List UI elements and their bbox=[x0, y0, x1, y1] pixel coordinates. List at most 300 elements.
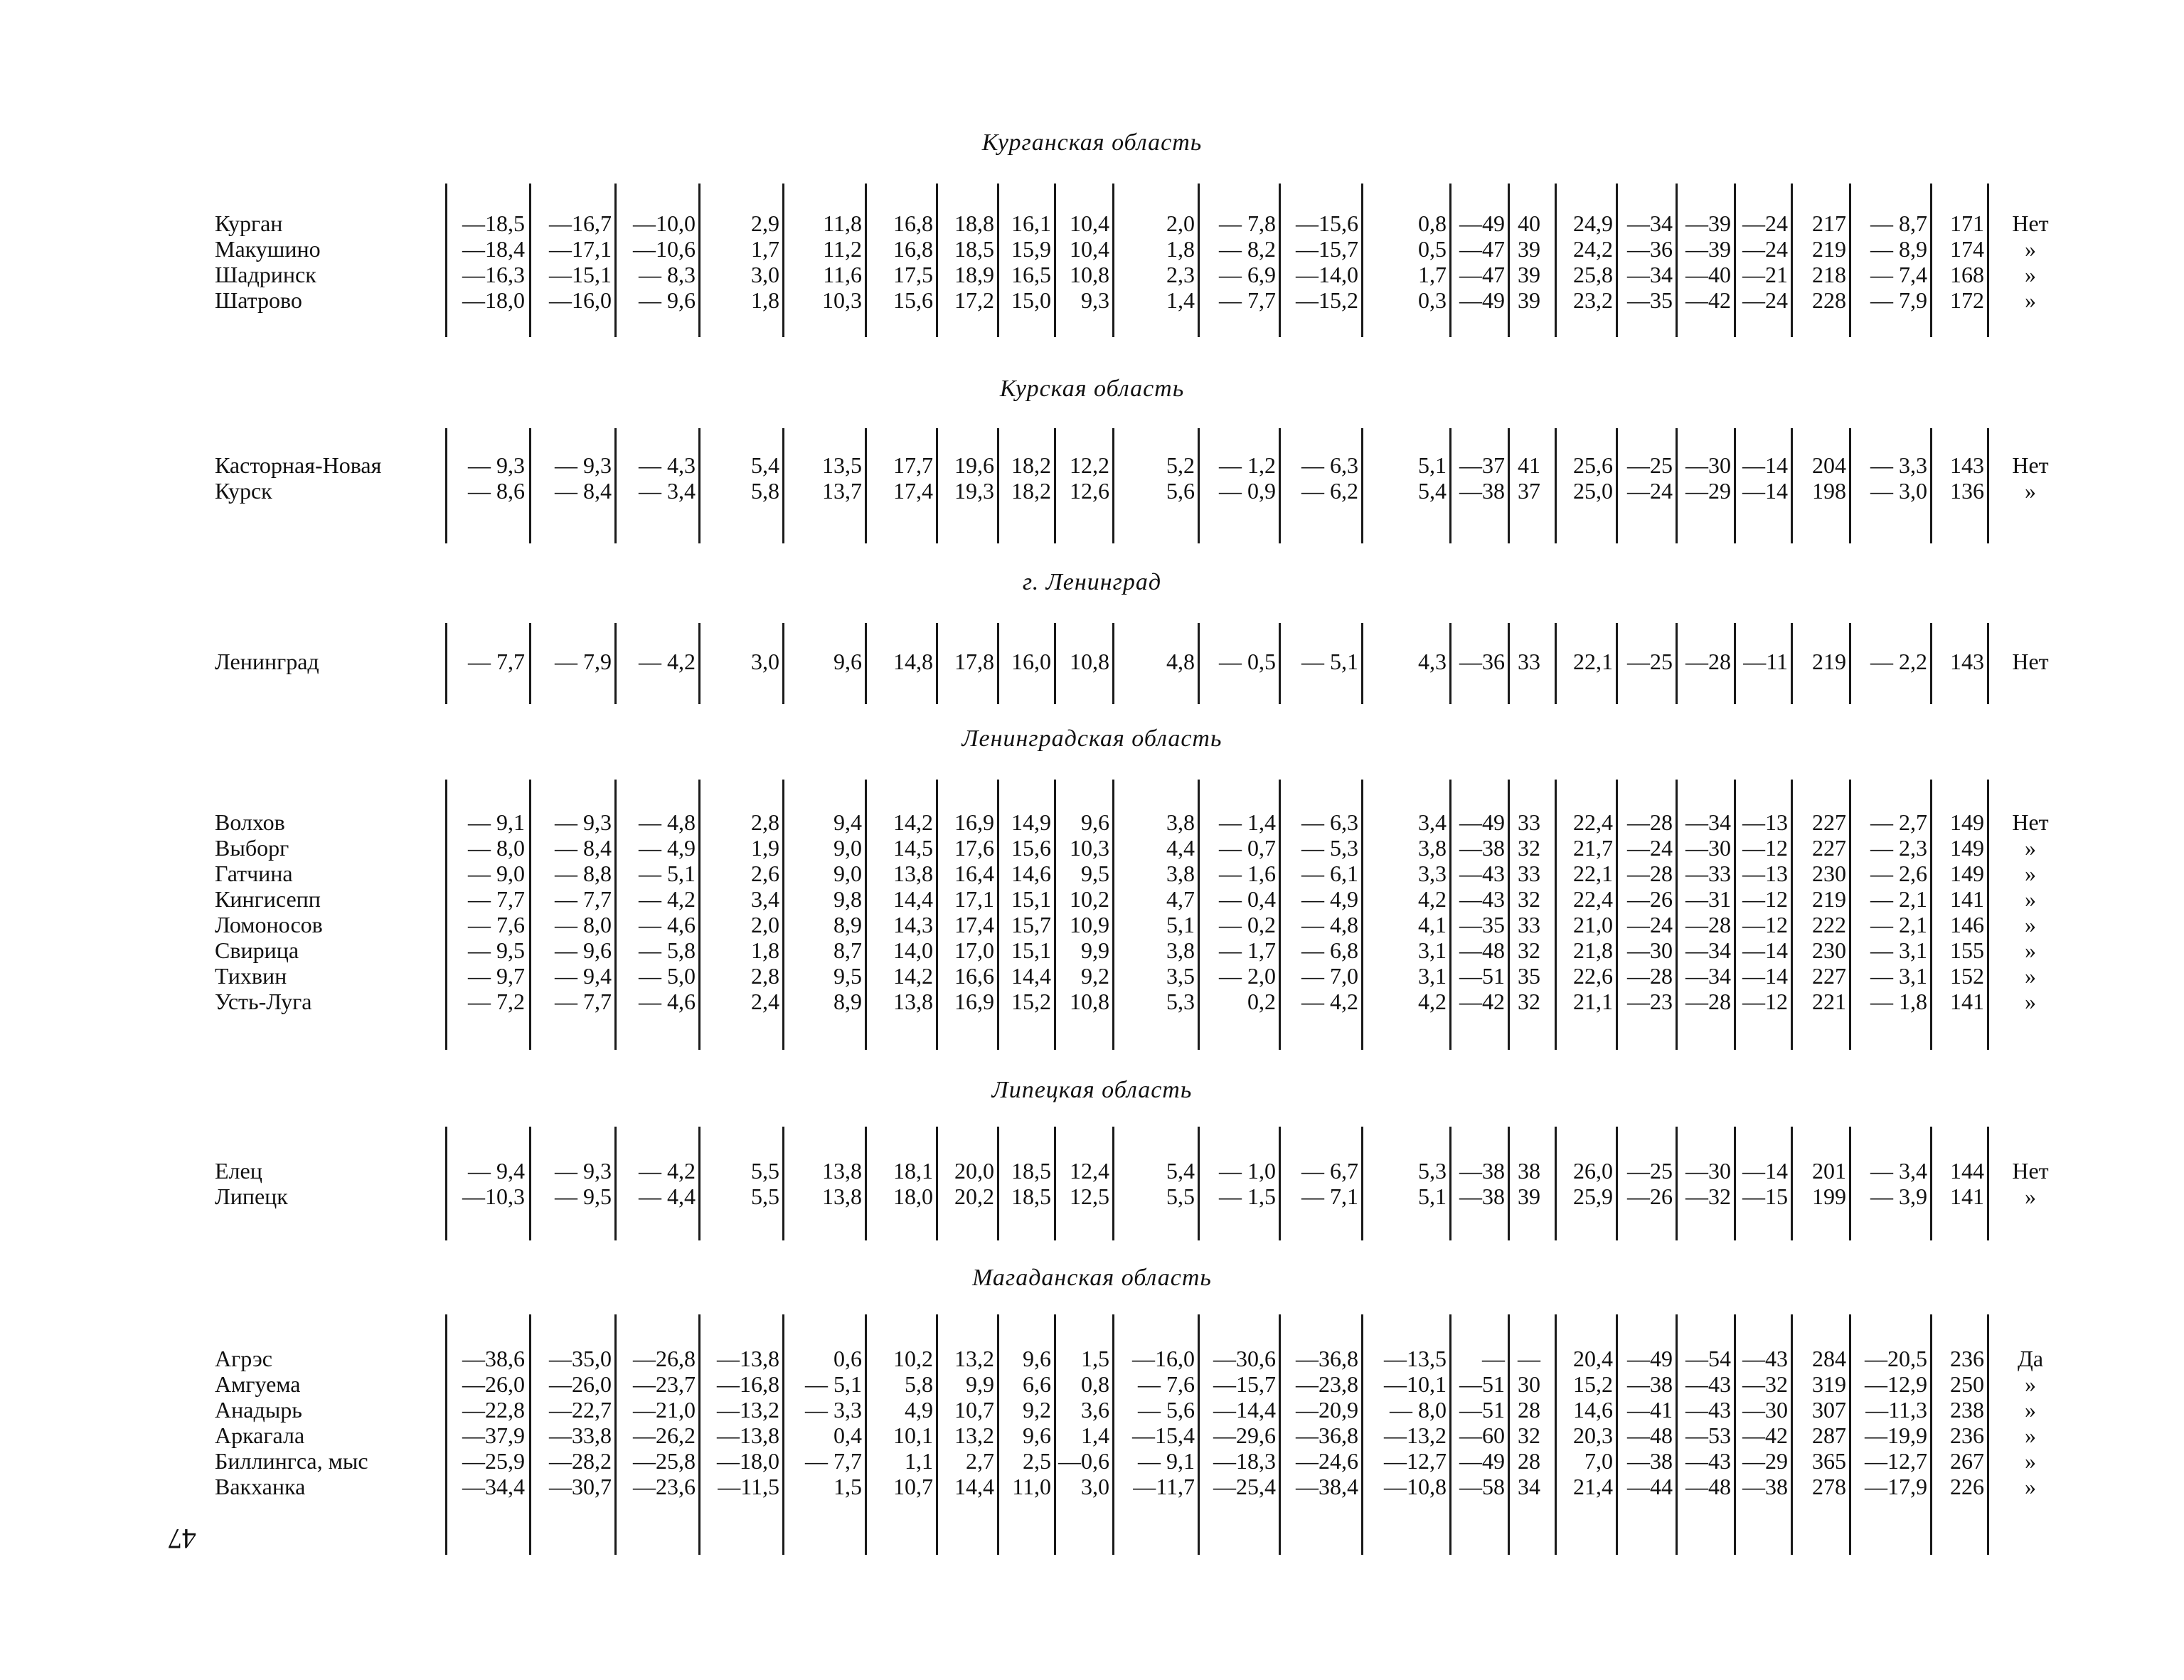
table-cell: 9,6 bbox=[833, 649, 862, 674]
table-cell: 199 bbox=[1812, 1184, 1846, 1209]
table-cell: 14,0 bbox=[893, 937, 933, 963]
table-cell: —51 bbox=[1459, 1371, 1505, 1397]
table-cell: 33 bbox=[1518, 861, 1540, 886]
table-cell: —49 bbox=[1459, 287, 1505, 313]
table-cell: —22,8 bbox=[462, 1397, 525, 1423]
table-cell: 12,4 bbox=[1070, 1158, 1109, 1184]
table-cell: —33,8 bbox=[549, 1423, 612, 1448]
table-cell: —18,0 bbox=[462, 287, 525, 313]
note-cell: Да bbox=[2017, 1346, 2044, 1371]
table-cell: —34 bbox=[1685, 963, 1731, 989]
table-cell: 4,9 bbox=[905, 1397, 933, 1423]
table-cell: —11,7 bbox=[1133, 1474, 1195, 1499]
table-cell: 16,0 bbox=[1011, 649, 1051, 674]
table-cell: 143 bbox=[1950, 452, 1984, 478]
station-name: Елец bbox=[215, 1158, 262, 1184]
table-cell: —24 bbox=[1627, 478, 1673, 504]
table-cell: —38 bbox=[1627, 1448, 1673, 1474]
table-cell: 22,4 bbox=[1573, 886, 1613, 912]
table-cell: —30 bbox=[1685, 452, 1731, 478]
table-cell: 18,8 bbox=[954, 211, 994, 236]
table-cell: 141 bbox=[1950, 989, 1984, 1014]
station-name: Шатрово bbox=[215, 287, 302, 313]
table-cell: 1,9 bbox=[751, 835, 779, 861]
table-cell: —31 bbox=[1685, 886, 1731, 912]
table-cell: — 8,4 bbox=[555, 835, 612, 861]
table-cell: —17,9 bbox=[1865, 1474, 1927, 1499]
table-cell: 18,5 bbox=[1011, 1184, 1051, 1209]
table-cell: —39 bbox=[1685, 236, 1731, 262]
table-row bbox=[0, 1423, 2184, 1448]
table-cell: — 5,1 bbox=[805, 1371, 862, 1397]
table-cell: — 7,7 bbox=[555, 989, 612, 1014]
station-name: Анадырь bbox=[215, 1397, 302, 1423]
table-cell: 5,4 bbox=[751, 452, 779, 478]
table-cell: —25,4 bbox=[1213, 1474, 1276, 1499]
table-cell: — 2,7 bbox=[1870, 809, 1927, 835]
table-cell: 0,3 bbox=[1418, 287, 1447, 313]
table-cell: 20,0 bbox=[954, 1158, 994, 1184]
table-cell: —15 bbox=[1742, 1184, 1788, 1209]
table-cell: —28 bbox=[1685, 912, 1731, 937]
table-cell: —12 bbox=[1742, 989, 1788, 1014]
table-cell: — 8,2 bbox=[1219, 236, 1276, 262]
table-cell: 28 bbox=[1518, 1397, 1540, 1423]
table-cell: — 1,6 bbox=[1219, 861, 1276, 886]
table-cell: —20,9 bbox=[1296, 1397, 1358, 1423]
table-cell: —14 bbox=[1742, 963, 1788, 989]
table-cell: —49 bbox=[1459, 1448, 1505, 1474]
table-cell: 250 bbox=[1950, 1371, 1984, 1397]
section-title: Липецкая область bbox=[991, 1077, 1193, 1103]
table-cell: 3,6 bbox=[1081, 1397, 1109, 1423]
table-cell: — 0,4 bbox=[1219, 886, 1276, 912]
table-cell: —10,0 bbox=[633, 211, 696, 236]
table-cell: 10,8 bbox=[1070, 989, 1109, 1014]
table-cell: 5,5 bbox=[751, 1158, 779, 1184]
table-row bbox=[0, 1346, 2184, 1371]
table-cell: 20,2 bbox=[954, 1184, 994, 1209]
table-cell: 6,6 bbox=[1023, 1371, 1051, 1397]
table-cell: 217 bbox=[1812, 211, 1846, 236]
table-cell: —38 bbox=[1459, 478, 1505, 504]
table-cell: 10,3 bbox=[1070, 835, 1109, 861]
table-cell: 14,3 bbox=[893, 912, 933, 937]
table-cell: 39 bbox=[1518, 262, 1540, 287]
table-cell: 14,6 bbox=[1011, 861, 1051, 886]
table-cell: —44 bbox=[1627, 1474, 1673, 1499]
table-row bbox=[0, 989, 2184, 1014]
table-cell: 141 bbox=[1950, 1184, 1984, 1209]
table-cell: —37,9 bbox=[462, 1423, 525, 1448]
table-cell: 21,8 bbox=[1573, 937, 1613, 963]
table-cell: 3,0 bbox=[751, 262, 779, 287]
table-cell: —28 bbox=[1627, 963, 1673, 989]
table-cell: 5,8 bbox=[751, 478, 779, 504]
table-cell: —14 bbox=[1742, 478, 1788, 504]
table-cell: 23,2 bbox=[1573, 287, 1613, 313]
table-cell: 0,6 bbox=[833, 1346, 862, 1371]
note-cell: » bbox=[2025, 989, 2036, 1014]
table-cell: 1,5 bbox=[1081, 1346, 1109, 1371]
table-cell: —43 bbox=[1459, 886, 1505, 912]
table-cell: — 3,4 bbox=[639, 478, 696, 504]
table-cell: 5,5 bbox=[1166, 1184, 1195, 1209]
note-cell: » bbox=[2025, 886, 2036, 912]
table-cell: 20,3 bbox=[1573, 1423, 1613, 1448]
table-cell: — 2,3 bbox=[1870, 835, 1927, 861]
table-cell: —13 bbox=[1742, 861, 1788, 886]
table-cell: —36,8 bbox=[1296, 1346, 1358, 1371]
table-cell: 3,0 bbox=[1081, 1474, 1109, 1499]
table-cell: — 8,0 bbox=[1390, 1397, 1447, 1423]
table-row bbox=[0, 478, 2184, 504]
table-cell: 11,8 bbox=[823, 211, 862, 236]
table-cell: 13,8 bbox=[822, 1158, 862, 1184]
table-cell: 24,9 bbox=[1573, 211, 1613, 236]
table-cell: — 7,9 bbox=[555, 649, 612, 674]
table-cell: —29 bbox=[1685, 478, 1731, 504]
table-cell: —12,7 bbox=[1865, 1448, 1927, 1474]
table-cell: —26,2 bbox=[633, 1423, 696, 1448]
table-cell: 307 bbox=[1812, 1397, 1846, 1423]
table-cell: 15,9 bbox=[1011, 236, 1051, 262]
table-cell: 25,0 bbox=[1573, 478, 1613, 504]
table-cell: 219 bbox=[1812, 649, 1846, 674]
table-cell: 32 bbox=[1518, 1423, 1540, 1448]
table-cell: —38,4 bbox=[1296, 1474, 1358, 1499]
table-cell: 14,6 bbox=[1573, 1397, 1613, 1423]
table-cell: — 6,9 bbox=[1219, 262, 1276, 287]
table-cell: — 4,2 bbox=[639, 886, 696, 912]
table-cell: —11,5 bbox=[718, 1474, 779, 1499]
table-cell: — 2,1 bbox=[1870, 912, 1927, 937]
note-cell: » bbox=[2025, 1184, 2036, 1209]
station-name: Тихвин bbox=[215, 963, 287, 989]
table-cell: 38 bbox=[1518, 1158, 1540, 1184]
table-cell: —40 bbox=[1685, 262, 1731, 287]
table-cell: 30 bbox=[1518, 1371, 1540, 1397]
note-cell: Нет bbox=[2012, 809, 2049, 835]
table-cell: —28 bbox=[1627, 861, 1673, 886]
table-cell: 11,0 bbox=[1012, 1474, 1051, 1499]
table-cell: 143 bbox=[1950, 649, 1984, 674]
table-cell: 136 bbox=[1950, 478, 1984, 504]
table-row bbox=[0, 1371, 2184, 1397]
table-cell: 21,0 bbox=[1573, 912, 1613, 937]
table-cell: —54 bbox=[1685, 1346, 1731, 1371]
table-cell: 17,8 bbox=[954, 649, 994, 674]
table-cell: —23,6 bbox=[633, 1474, 696, 1499]
table-cell: —49 bbox=[1459, 211, 1505, 236]
table-cell: 33 bbox=[1518, 809, 1540, 835]
table-cell: —14,0 bbox=[1296, 262, 1358, 287]
table-cell: — 5,1 bbox=[639, 861, 696, 886]
note-cell: » bbox=[2025, 1474, 2036, 1499]
table-cell: 3,8 bbox=[1166, 809, 1195, 835]
table-cell: 15,2 bbox=[1011, 989, 1051, 1014]
table-cell: 204 bbox=[1812, 452, 1846, 478]
table-cell: — 7,6 bbox=[1138, 1371, 1195, 1397]
table-cell: 35 bbox=[1518, 963, 1540, 989]
table-cell: —38 bbox=[1459, 1158, 1505, 1184]
table-cell: 15,1 bbox=[1011, 886, 1051, 912]
table-cell: 13,8 bbox=[893, 989, 933, 1014]
table-cell: — 7,7 bbox=[1219, 287, 1276, 313]
section-title: Курская область bbox=[999, 376, 1185, 402]
table-cell: 10,7 bbox=[893, 1474, 933, 1499]
table-cell: —13 bbox=[1742, 809, 1788, 835]
table-cell: 152 bbox=[1950, 963, 1984, 989]
table-cell: 9,5 bbox=[833, 963, 862, 989]
station-name: Липецк bbox=[215, 1184, 288, 1209]
table-cell: 1,4 bbox=[1166, 287, 1195, 313]
table-cell: —29 bbox=[1742, 1448, 1788, 1474]
station-name: Ленинград bbox=[215, 649, 319, 674]
table-cell: 144 bbox=[1950, 1158, 1984, 1184]
table-cell: —37 bbox=[1459, 452, 1505, 478]
table-cell: —12 bbox=[1742, 886, 1788, 912]
table-cell: —24 bbox=[1742, 211, 1788, 236]
table-cell: — 6,3 bbox=[1301, 809, 1358, 835]
table-cell: —16,3 bbox=[462, 262, 525, 287]
table-cell: —24,6 bbox=[1296, 1448, 1358, 1474]
table-cell: 16,6 bbox=[954, 963, 994, 989]
table-cell: — 7,1 bbox=[1301, 1184, 1358, 1209]
table-cell: 2,8 bbox=[751, 809, 779, 835]
table-cell: 226 bbox=[1950, 1474, 1984, 1499]
section-title: Ленинградская область bbox=[962, 725, 1222, 752]
table-cell: 219 bbox=[1812, 886, 1846, 912]
table-cell: 11,2 bbox=[823, 236, 862, 262]
table-cell: 32 bbox=[1518, 835, 1540, 861]
table-cell: 17,4 bbox=[954, 912, 994, 937]
note-cell: » bbox=[2025, 262, 2036, 287]
table-cell: —53 bbox=[1685, 1423, 1731, 1448]
table-cell: — 9,3 bbox=[555, 809, 612, 835]
table-cell: —28 bbox=[1685, 989, 1731, 1014]
table-cell: —13,5 bbox=[1384, 1346, 1447, 1371]
table-cell: —35,0 bbox=[549, 1346, 612, 1371]
table-cell: 2,0 bbox=[751, 912, 779, 937]
table-cell: — 3,3 bbox=[805, 1397, 862, 1423]
table-cell: —17,1 bbox=[549, 236, 612, 262]
table-cell: —24 bbox=[1742, 287, 1788, 313]
table-cell: 230 bbox=[1812, 937, 1846, 963]
table-cell: — 7,7 bbox=[555, 886, 612, 912]
table-row bbox=[0, 963, 2184, 989]
table-cell: 14,4 bbox=[1011, 963, 1051, 989]
table-cell: — 9,4 bbox=[468, 1158, 525, 1184]
table-cell: 32 bbox=[1518, 937, 1540, 963]
table-cell: —43 bbox=[1685, 1397, 1731, 1423]
table-cell: 7,0 bbox=[1584, 1448, 1613, 1474]
table-cell: — 4,8 bbox=[639, 809, 696, 835]
table-cell: — 3,9 bbox=[1870, 1184, 1927, 1209]
table-row bbox=[0, 1397, 2184, 1423]
table-cell: 17,6 bbox=[954, 835, 994, 861]
table-cell: — bbox=[1482, 1346, 1505, 1371]
table-cell: 33 bbox=[1518, 912, 1540, 937]
table-cell: 0,8 bbox=[1081, 1371, 1109, 1397]
table-cell: —42 bbox=[1459, 989, 1505, 1014]
table-cell: 15,7 bbox=[1011, 912, 1051, 937]
table-cell: —35 bbox=[1627, 287, 1673, 313]
note-cell: » bbox=[2025, 1397, 2036, 1423]
table-cell: —28,2 bbox=[549, 1448, 612, 1474]
table-cell: —28 bbox=[1627, 809, 1673, 835]
table-cell: —51 bbox=[1459, 1397, 1505, 1423]
table-cell: 9,2 bbox=[1023, 1397, 1051, 1423]
note-cell: » bbox=[2025, 1371, 2036, 1397]
table-cell: —21 bbox=[1742, 262, 1788, 287]
table-row bbox=[0, 236, 2184, 262]
table-cell: — 1,2 bbox=[1219, 452, 1276, 478]
table-cell: 16,5 bbox=[1011, 262, 1051, 287]
note-cell: » bbox=[2025, 1448, 2036, 1474]
table-cell: 13,8 bbox=[822, 1184, 862, 1209]
table-cell: 5,8 bbox=[905, 1371, 933, 1397]
station-name: Аркагала bbox=[215, 1423, 305, 1448]
table-cell: —30,6 bbox=[1213, 1346, 1276, 1371]
table-cell: — 5,1 bbox=[1301, 649, 1358, 674]
table-cell: 15,0 bbox=[1011, 287, 1051, 313]
table-cell: —42 bbox=[1685, 287, 1731, 313]
note-cell: Нет bbox=[2012, 452, 2049, 478]
table-cell: 149 bbox=[1950, 809, 1984, 835]
table-cell: 2,6 bbox=[751, 861, 779, 886]
table-cell: 21,7 bbox=[1573, 835, 1613, 861]
table-cell: 2,5 bbox=[1023, 1448, 1051, 1474]
table-cell: —11,3 bbox=[1865, 1397, 1927, 1423]
table-cell: —18,5 bbox=[462, 211, 525, 236]
table-cell: 10,2 bbox=[893, 1346, 933, 1371]
table-cell: — 2,0 bbox=[1219, 963, 1276, 989]
table-cell: —10,3 bbox=[462, 1184, 525, 1209]
table-cell: —26,0 bbox=[549, 1371, 612, 1397]
note-cell: » bbox=[2025, 236, 2036, 262]
table-cell: 3,3 bbox=[1418, 861, 1447, 886]
table-cell: 19,6 bbox=[954, 452, 994, 478]
table-cell: — 5,0 bbox=[639, 963, 696, 989]
table-row bbox=[0, 809, 2184, 835]
table-cell: 20,4 bbox=[1573, 1346, 1613, 1371]
table-cell: — 6,2 bbox=[1301, 478, 1358, 504]
table-cell: —36 bbox=[1459, 649, 1505, 674]
table-cell: 0,2 bbox=[1247, 989, 1276, 1014]
table-cell: — 5,3 bbox=[1301, 835, 1358, 861]
table-cell: 37 bbox=[1518, 478, 1540, 504]
table-cell: —12,7 bbox=[1384, 1448, 1447, 1474]
table-cell: — 8,3 bbox=[639, 262, 696, 287]
table-cell: — 4,2 bbox=[639, 1158, 696, 1184]
table-cell: — 2,2 bbox=[1870, 649, 1927, 674]
table-cell: 25,9 bbox=[1573, 1184, 1613, 1209]
table-row bbox=[0, 287, 2184, 313]
table-cell: 25,6 bbox=[1573, 452, 1613, 478]
table-cell: 284 bbox=[1812, 1346, 1846, 1371]
table-cell: 17,4 bbox=[893, 478, 933, 504]
table-cell: — 4,9 bbox=[639, 835, 696, 861]
table-row bbox=[0, 835, 2184, 861]
station-name: Ломоносов bbox=[215, 912, 323, 937]
table-cell: 3,1 bbox=[1418, 963, 1447, 989]
table-cell: 16,9 bbox=[954, 989, 994, 1014]
table-cell: 10,8 bbox=[1070, 262, 1109, 287]
table-cell: 2,3 bbox=[1166, 262, 1195, 287]
table-cell: 18,2 bbox=[1011, 478, 1051, 504]
table-cell: 8,9 bbox=[833, 989, 862, 1014]
table-cell: —10,6 bbox=[633, 236, 696, 262]
table-cell: 4,8 bbox=[1166, 649, 1195, 674]
table-cell: 222 bbox=[1812, 912, 1846, 937]
table-cell: 32 bbox=[1518, 989, 1540, 1014]
table-cell: 1,7 bbox=[1418, 262, 1447, 287]
table-cell: 9,8 bbox=[833, 886, 862, 912]
table-cell: —25 bbox=[1627, 452, 1673, 478]
table-cell: — 8,0 bbox=[555, 912, 612, 937]
table-cell: — 0,7 bbox=[1219, 835, 1276, 861]
table-cell: 39 bbox=[1518, 1184, 1540, 1209]
table-cell: —25,8 bbox=[633, 1448, 696, 1474]
table-cell: 365 bbox=[1812, 1448, 1846, 1474]
table-cell: —35 bbox=[1459, 912, 1505, 937]
table-cell: 16,1 bbox=[1011, 211, 1051, 236]
table-cell: —14 bbox=[1742, 937, 1788, 963]
table-cell: 227 bbox=[1812, 963, 1846, 989]
table-cell: — 5,8 bbox=[639, 937, 696, 963]
table-cell: —48 bbox=[1627, 1423, 1673, 1448]
table-cell: 10,3 bbox=[822, 287, 862, 313]
table-cell: —38 bbox=[1627, 1371, 1673, 1397]
table-cell: 14,5 bbox=[893, 835, 933, 861]
table-cell: —48 bbox=[1459, 937, 1505, 963]
table-cell: —14 bbox=[1742, 1158, 1788, 1184]
table-cell: 1,4 bbox=[1081, 1423, 1109, 1448]
table-cell: —48 bbox=[1685, 1474, 1731, 1499]
table-cell: 16,8 bbox=[893, 211, 933, 236]
table-cell: —34 bbox=[1685, 809, 1731, 835]
table-cell: 10,4 bbox=[1070, 236, 1109, 262]
table-cell: 5,1 bbox=[1166, 912, 1195, 937]
table-cell: — 5,6 bbox=[1138, 1397, 1195, 1423]
table-cell: —28 bbox=[1685, 649, 1731, 674]
table-cell: 15,6 bbox=[1011, 835, 1051, 861]
table-cell: 21,1 bbox=[1573, 989, 1613, 1014]
table-cell: 12,6 bbox=[1070, 478, 1109, 504]
table-cell: — 7,4 bbox=[1870, 262, 1927, 287]
table-cell: 17,2 bbox=[954, 287, 994, 313]
table-cell: 236 bbox=[1950, 1346, 1984, 1371]
table-cell: —38,6 bbox=[462, 1346, 525, 1371]
table-cell: 230 bbox=[1812, 861, 1846, 886]
table-cell: 10,2 bbox=[1070, 886, 1109, 912]
table-cell: 16,9 bbox=[954, 809, 994, 835]
table-cell: 8,9 bbox=[833, 912, 862, 937]
table-cell: 2,4 bbox=[751, 989, 779, 1014]
station-name: Усть-Луга bbox=[215, 989, 312, 1014]
table-cell: 24,2 bbox=[1573, 236, 1613, 262]
table-cell: — 7,7 bbox=[468, 886, 525, 912]
table-cell: — 9,3 bbox=[555, 452, 612, 478]
table-cell: 39 bbox=[1518, 236, 1540, 262]
table-cell: —39 bbox=[1685, 211, 1731, 236]
table-cell: 238 bbox=[1950, 1397, 1984, 1423]
table-cell: 3,1 bbox=[1418, 937, 1447, 963]
table-cell: 15,2 bbox=[1573, 1371, 1613, 1397]
table-cell: — 9,5 bbox=[555, 1184, 612, 1209]
table-cell: —30 bbox=[1627, 937, 1673, 963]
